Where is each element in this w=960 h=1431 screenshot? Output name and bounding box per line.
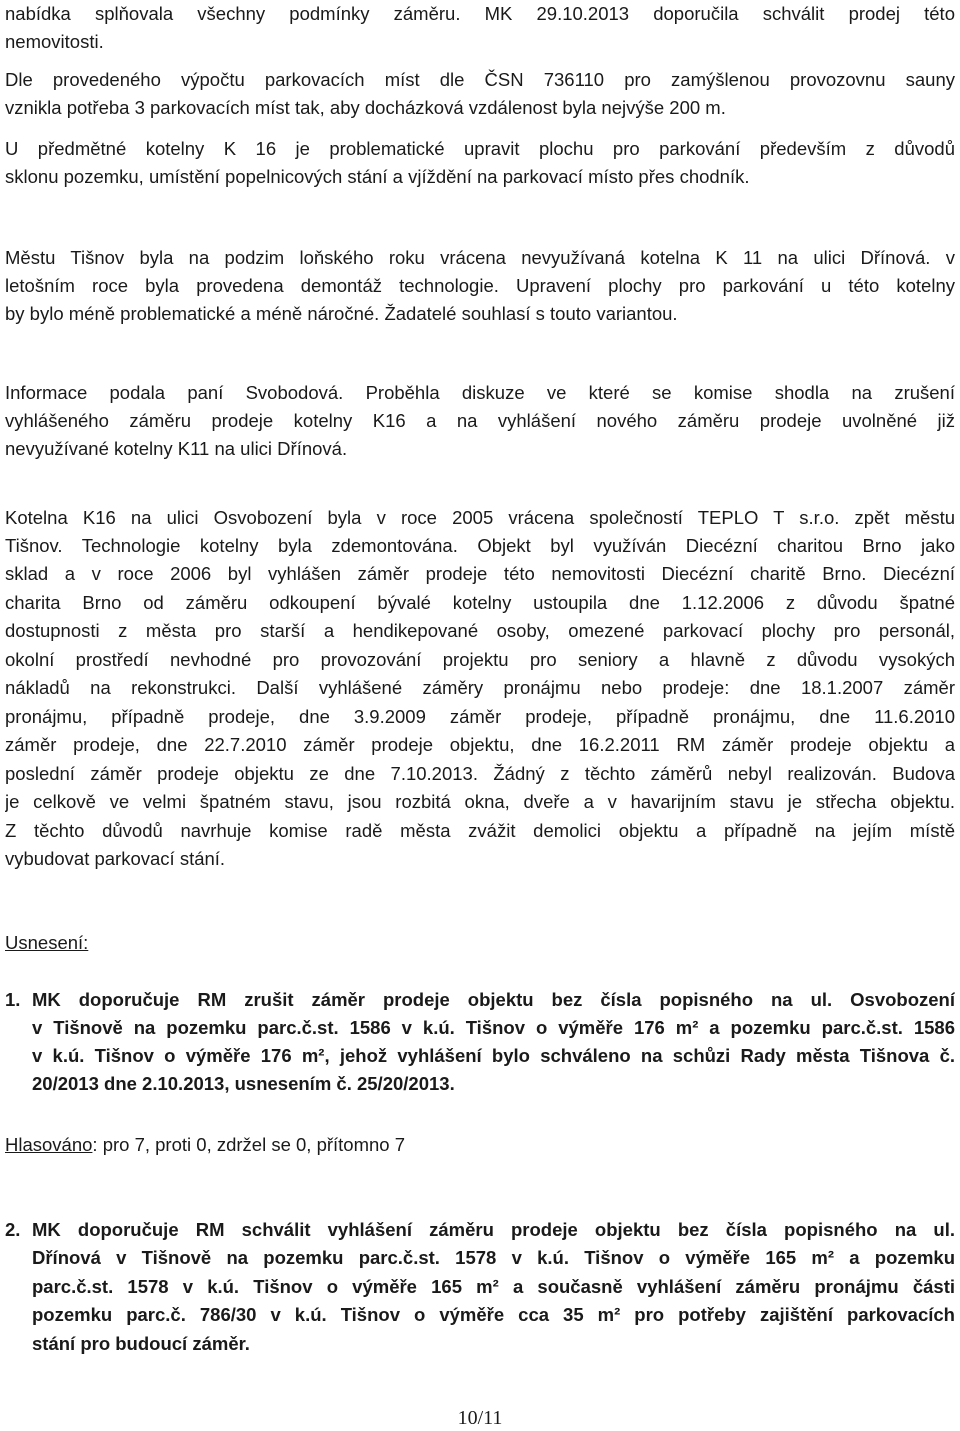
resolution-line: MK doporučuje RM schválit vyhlášení záměru prodeje objektu bez čísla popisného na ul.: [32, 1219, 955, 1240]
text-line: Tišnov. Technologie kotelny byla zdemontována. Objekt byl využíván Diecézní charitou Brno jako: [5, 535, 955, 556]
text-line: sklad a v roce 2006 byl vyhlášen záměr prodeje této nemovitosti Diecézní charitě Brno. Diecézní: [5, 563, 955, 584]
text-line: sklonu pozemku, umístění popelnicových stání a vjíždění na parkovací místo přes chodník.: [5, 166, 750, 187]
resolution-line: parc.č.st. 1578 v k.ú. Tišnov o výměře 165 m² a současně vyhlášení záměru pronájmu části: [32, 1276, 955, 1297]
text-line: Dle provedeného výpočtu parkovacích míst dle ČSN 736110 pro zamýšlenou provozovnu sauny: [5, 69, 955, 90]
text-line: okolní prostředí nevhodné pro provozování projektu pro seniory a hlavně z důvodu vysokých: [5, 649, 955, 670]
resolution-line: v k.ú. Tišnov o výměře 176 m², jehož vyhlášení bylo schváleno na schůzi Rady města Tišnova č.: [32, 1045, 955, 1066]
resolution-line: Dřínová v Tišnově na pozemku parc.č.st. 1578 v k.ú. Tišnov o výměře 165 m² a pozemku: [32, 1247, 955, 1268]
resolution-line: MK doporučuje RM zrušit záměr prodeje objektu bez čísla popisného na ul. Osvobození: [32, 989, 955, 1010]
text-line: vybudovat parkovací stání.: [5, 848, 226, 869]
resolution-number: 2.: [5, 1219, 21, 1240]
text-line: vyhlášeného záměru prodeje kotelny K16 a na vyhlášení nového záměru prodeje uvolněné již: [5, 410, 955, 431]
resolution-line: 20/2013 dne 2.10.2013, usnesením č. 25/20/2013.: [32, 1073, 455, 1094]
heading-text: Usnesení:: [5, 932, 89, 953]
text-line: poslední záměr prodeje objektu ze dne 7.10.2013. Žádný z těchto záměrů nebyl realizován. Budova: [5, 763, 955, 784]
text-line: vznikla potřeba 3 parkovacích míst tak, aby docházková vzdálenost byla nejvýše 200 m.: [5, 97, 726, 118]
vote-result: [5, 1131, 955, 1159]
text-line: charita Brno od záměru odkoupení bývalé kotelny ustoupila dne 1.12.2006 z důvodu špatné: [5, 592, 955, 613]
text-line: nákladů na rekonstrukci. Další vyhlášené záměry pronájmu nebo prodeje: dne 18.1.2007 záměr: [5, 677, 955, 698]
resolution-line: stání pro budoucí záměr.: [32, 1333, 250, 1354]
text-line: Městu Tišnov byla na podzim loňského roku vrácena nevyužívaná kotelna K 11 na ulici Dřínová. v: [5, 247, 955, 268]
page-number: 10/11: [457, 1407, 503, 1429]
vote-label: Hlasováno: [5, 1134, 93, 1155]
vote-text: : pro 7, proti 0, zdržel se 0, přítomno 7: [92, 1134, 406, 1155]
text-line: Z těchto důvodů navrhuje komise radě města zvážit demolici objektu a případně na jejím místě: [5, 820, 955, 841]
text-line: letošním roce byla provedena demontáž technologie. Upravení plochy pro parkování u této kotelny: [5, 275, 955, 296]
text-line: nevyužívané kotelny K11 na ulici Dřínová.: [5, 438, 348, 459]
text-line: je celkově ve velmi špatném stavu, jsou rozbitá okna, dveře a v havarijním stavu je střecha objektu.: [5, 791, 955, 812]
resolution-line: v Tišnově na pozemku parc.č.st. 1586 v k.ú. Tišnov o výměře 176 m² a pozemku parc.č.st. 1586: [32, 1017, 955, 1038]
text-line: nabídka splňovala všechny podmínky záměru. MK 29.10.2013 doporučila schválit prodej této: [5, 3, 955, 24]
text-line: Kotelna K16 na ulici Osvobození byla v roce 2005 vrácena společností TEPLO T s.r.o. zpět městu: [5, 507, 955, 528]
section-heading: [5, 929, 955, 957]
text-line: pronájmu, případně prodeje, dne 3.9.2009 záměr prodeje, případně pronájmu, dne 11.6.2010: [5, 706, 955, 727]
text-line: Informace podala paní Svobodová. Proběhla diskuze ve které se komise shodla na zrušení: [5, 382, 955, 403]
text-line: U předmětné kotelny K 16 je problematické upravit plochu pro parkování především z důvodů: [5, 138, 955, 159]
resolution-number: 1.: [5, 989, 21, 1010]
text-line: nemovitosti.: [5, 31, 104, 52]
text-line: záměr prodeje, dne 22.7.2010 záměr prodeje objektu, dne 16.2.2011 RM záměr prodeje objektu a: [5, 734, 955, 755]
text-line: by bylo méně problematické a méně náročné. Žadatelé souhlasí s touto variantou.: [5, 303, 678, 324]
resolution-line: pozemku parc.č. 786/30 v k.ú. Tišnov o výměře cca 35 m² pro potřeby zajištění parkovacích: [32, 1304, 955, 1325]
text-line: dostupnosti z města pro starší a hendikepované osoby, omezené parkovací plochy pro personál,: [5, 620, 955, 641]
